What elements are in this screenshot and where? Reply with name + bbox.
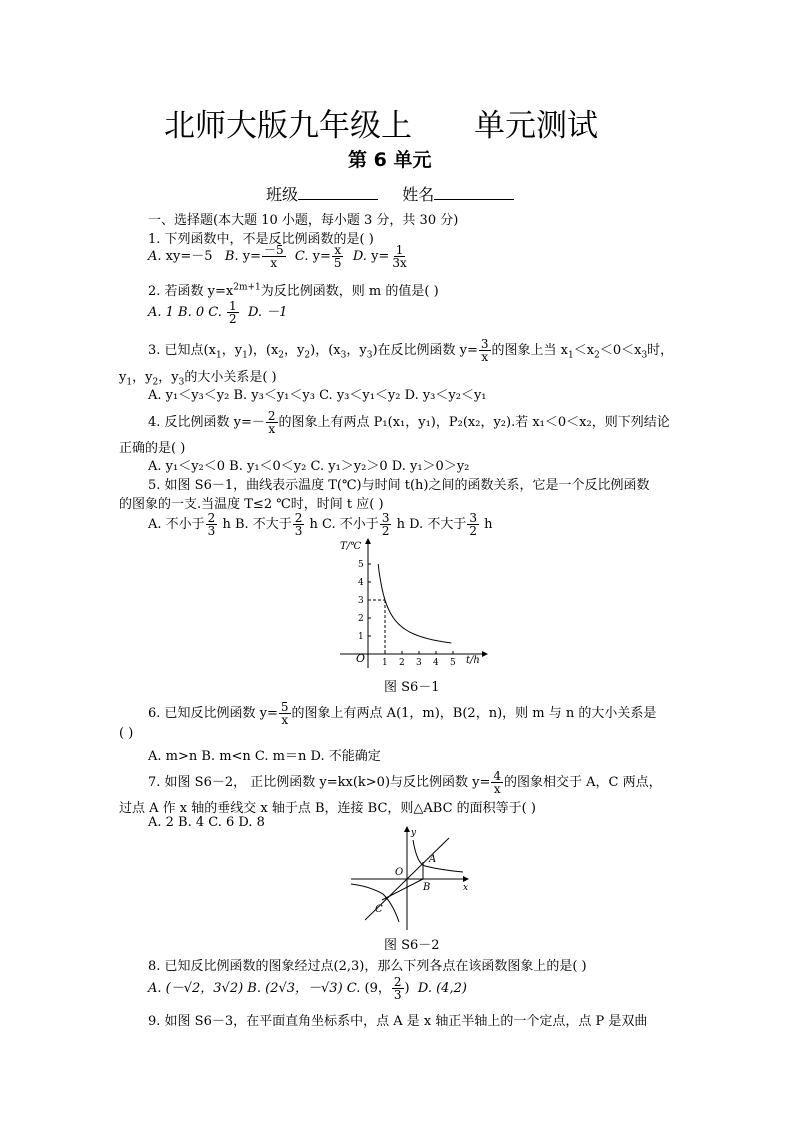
fig2-curve-upper	[413, 840, 463, 872]
question-3-stem: 3. 已知点($x_1$，$y_1$)，($x_2$，$y_2$)，($x_3$，$y_3$)在反比例函数 y= $\frac{3}{x}$ 的图象上当 $x_1<x_2<0<x_3$时，	[148, 337, 674, 364]
fig1-x-tick-label: 2	[399, 658, 405, 668]
fig1-y-tick-label: 1	[358, 632, 364, 642]
fig2-point-a: A	[429, 854, 437, 865]
question-6-options: A. m>n B. m<n C. m＝n D. 不能确定	[148, 749, 381, 764]
question-4-options: A. y₁＜y₂＜0 B. y₁＜0＜y₂ C. y₁＞y₂＞0 D. y₁＞0＞y₂	[148, 459, 470, 474]
fig2-x-arrow	[463, 876, 469, 882]
question-5-stem-2: 的图象的一支.当温度 T≤2 ℃时，时间 t 应( )	[119, 497, 384, 512]
question-4-stem: 4. 反比例函数 y=－ $\frac{2}{x}$ 的图象上有两点 P₁(x₁，y₁)，P₂(x₂，y₂).若 x₁＜0＜x₂，则下列结论	[148, 409, 670, 436]
question-3-stem-2: $y_1$，$y_2$，$y_3$的大小关系是( )	[119, 370, 277, 388]
fig1-x-label: t/h	[466, 655, 480, 666]
title-left: 北师大版九年级上	[164, 108, 412, 144]
fig1-x-tick-label: 1	[382, 658, 388, 668]
unit-subtitle: 第 6 单元	[348, 149, 432, 171]
fig1-x-arrow	[482, 651, 488, 657]
question-2-options: A. 1 B. 0 C. $\frac{1}{2}$ D. －1	[148, 299, 288, 326]
fig2-x-label: x	[463, 883, 469, 893]
question-7-stem: 7. 如图 S6－2， 正比例函数 y=kx(k>0)与反比例函数 y= $\frac{4}{x}$ 的图象相交于 A，C 两点，	[148, 769, 662, 796]
question-1-stem: 1. 下列函数中，不是反比例函数的是( )	[148, 232, 374, 247]
fig1-curve	[378, 564, 451, 643]
fig1-x-tick-label: 3	[416, 658, 422, 668]
fig1-x-tick-label: 5	[450, 658, 456, 668]
class-blank	[298, 183, 378, 200]
question-2-stem: 2. 若函数 $y=x^{2m+1}$为反比例函数，则 m 的值是( )	[148, 282, 439, 299]
fig1-y-tick-label: 4	[358, 578, 364, 588]
fig2-curve-lower	[351, 884, 399, 922]
fig1-y-arrow	[365, 538, 371, 544]
question-6-stem-2: ( )	[119, 726, 134, 741]
question-8-options: A. (－√2，3√2) B. (2√3，－√3) C. (9， $\frac{2}{3}$ ) D. (4,2)	[148, 975, 467, 1002]
question-9-stem: 9. 如图 S6－3，在平面直角坐标系中，点 A 是 x 轴正半轴上的一个定点，点 P 是双曲	[148, 1014, 648, 1029]
figure-s6-1	[330, 536, 490, 676]
question-4-stem-2: 正确的是( )	[119, 441, 186, 456]
question-6-stem: 6. 已知反比例函数 y= $\frac{5}{x}$ 的图象上有两点 A(1，m)，B(2，n)，则 m 与 n 的大小关系是	[148, 700, 657, 727]
class-label: 班级	[266, 185, 299, 204]
question-3-options: A. y₁＜y₃＜y₂ B. y₃＜y₁＜y₃ C. y₃＜y₁＜y₂ D. y₃＜y₂＜y₁	[148, 388, 487, 403]
figure-2-caption: 图 S6－2	[384, 938, 440, 953]
page-title	[164, 100, 598, 145]
class-name-row	[266, 182, 514, 205]
question-5-options: A. 不小于 $\frac{2}{3}$ h B. 不大于 $\frac{2}{3}$ h C. 不小于 $\frac{3}{2}$ h D. 不大于 $\frac{3}{2}$ h	[148, 511, 493, 538]
fig2-origin: O	[395, 867, 404, 878]
question-7-options: A. 2 B. 4 C. 6 D. 8	[148, 815, 265, 830]
fig2-segment-bc	[382, 879, 423, 900]
fig2-point-c: C	[375, 904, 383, 915]
fig1-y-label: T/℃	[340, 541, 362, 552]
fig2-y-label: y	[411, 828, 417, 838]
figure-s6-2	[345, 824, 475, 934]
fig1-y-tick-label: 3	[358, 596, 364, 606]
fig1-y-tick-label: 5	[358, 560, 364, 570]
title-right: 单元测试	[474, 108, 598, 144]
fig1-x-tick-label: 4	[433, 658, 439, 668]
question-7-stem-2: 过点 A 作 x 轴的垂线交 x 轴于点 B，连接 BC，则△ABC 的面积等于( )	[119, 801, 536, 816]
question-8-stem: 8. 已知反比例函数的图象经过点(2,3)，那么下列各点在该函数图象上的是( )	[148, 959, 587, 974]
figure-1-caption: 图 S6－1	[384, 680, 440, 695]
fig1-origin: O	[356, 652, 366, 665]
fig1-y-tick-label: 2	[358, 614, 364, 624]
fig2-y-arrow	[404, 826, 410, 832]
question-5-stem: 5. 如图 S6－1，曲线表示温度 T(℃)与时间 t(h)之间的函数关系，它是一个反比例函数	[148, 478, 650, 493]
fig2-point-b: B	[423, 882, 431, 893]
section-heading: 一、选择题(本大题 10 小题，每小题 3 分，共 30 分)	[148, 213, 459, 228]
name-label: 姓名	[402, 185, 435, 204]
question-1-options: A. xy=－5 B. y= $\frac{-5}{x}$ C. y= $\frac{x}{5}$ D. y= $\frac{1}{3x}$	[148, 243, 407, 270]
name-blank	[434, 183, 514, 200]
